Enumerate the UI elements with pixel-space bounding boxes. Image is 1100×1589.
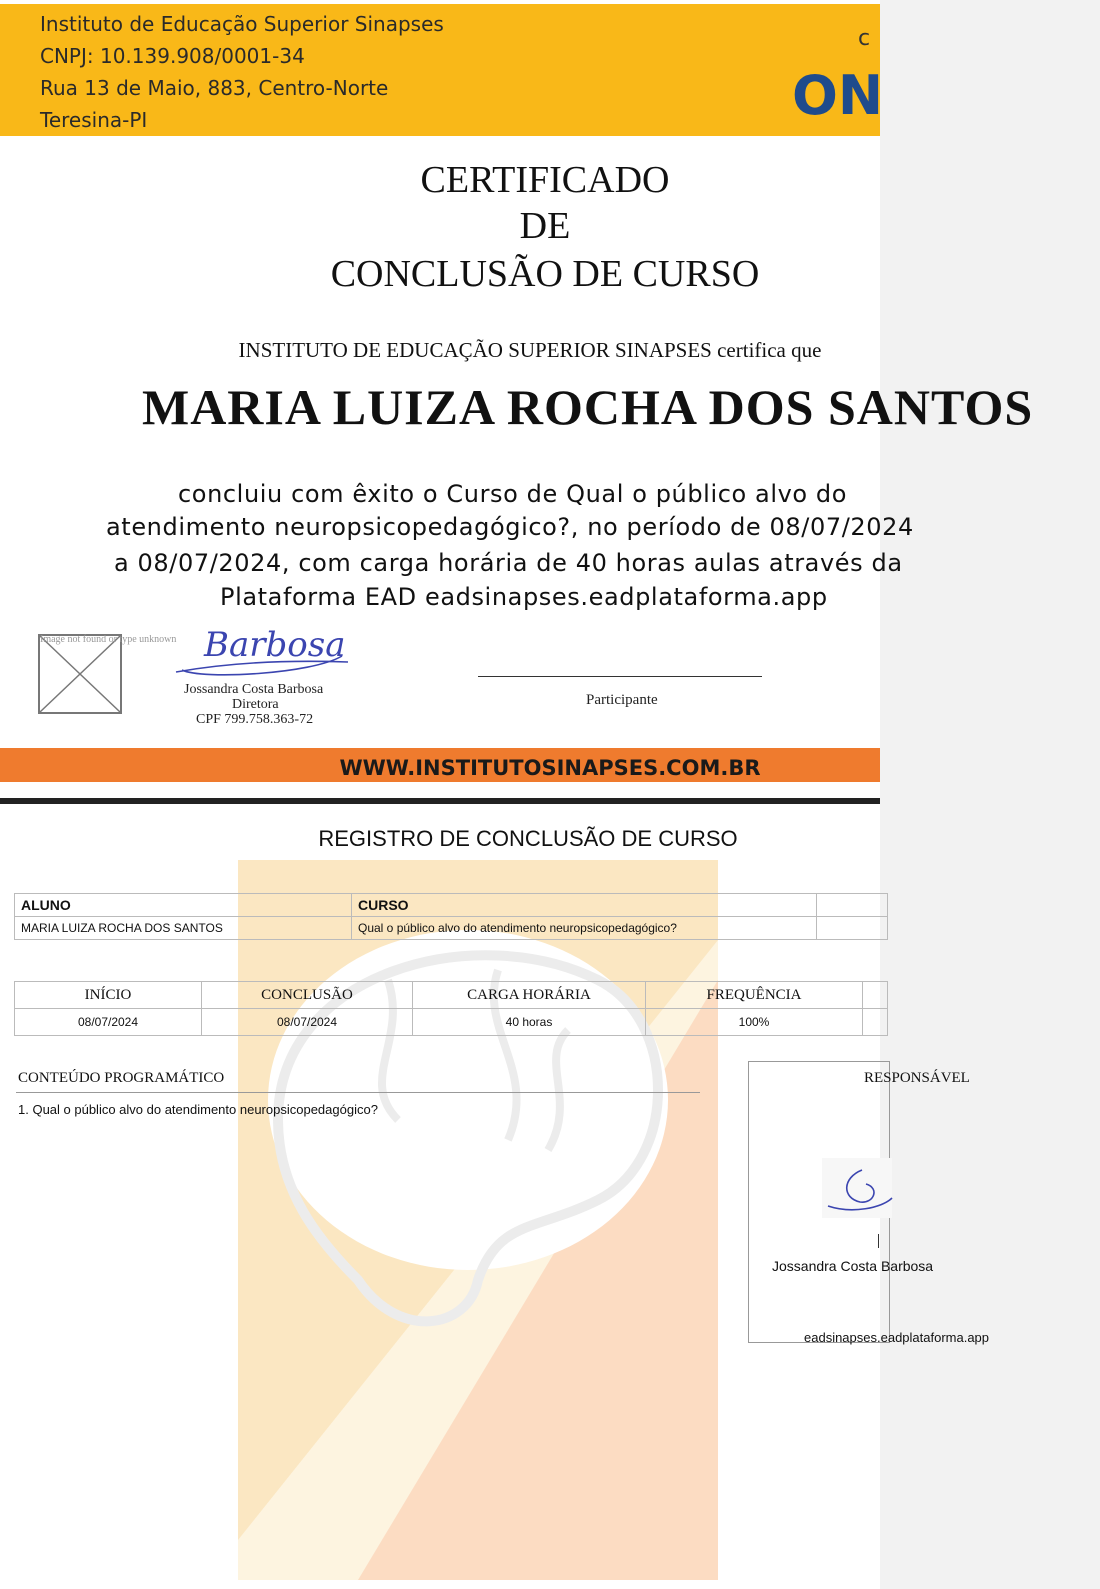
body-line-3: a 08/07/2024, com carga horária de 40 horas aulas através da [114, 549, 903, 577]
student-name: MARIA LUIZA ROCHA DOS SANTOS [142, 379, 1034, 435]
body-line-1: concluiu com êxito o Curso de Qual o público alvo do [178, 480, 848, 508]
responsible-site: eadsinapses.eadplataforma.app [804, 1330, 990, 1345]
certificate-page [0, 0, 1034, 800]
student-course-table [14, 893, 888, 940]
content-title: CONTEÚDO PROGRAMÁTICO [18, 1070, 225, 1086]
student-header: ALUNO [15, 894, 352, 917]
extra-cell [863, 1009, 888, 1036]
table-row [15, 982, 888, 1009]
logo-text: ON [792, 64, 884, 127]
director-signature [172, 612, 352, 682]
footer-url: WWW.INSTITUTOSINAPSES.COM.BR [339, 756, 761, 780]
conclusion-header: CONCLUSÃO [202, 982, 413, 1009]
institution-city: Teresina-PI [40, 108, 148, 132]
signature-script: Barbosa [204, 625, 346, 665]
body-line-4: Plataforma EAD eadsinapses.eadplataforma.app [220, 583, 828, 611]
extra-cell [817, 894, 888, 917]
frequency-value: 100% [646, 1009, 863, 1036]
certificate-title-line3: CONCLUSÃO DE CURSO [330, 253, 760, 295]
registro-title: REGISTRO DE CONCLUSÃO DE CURSO [318, 826, 738, 851]
student-value: MARIA LUIZA ROCHA DOS SANTOS [15, 917, 352, 940]
participant-signature-line [478, 676, 762, 677]
logo-mark: c [858, 26, 871, 51]
course-header: CURSO [352, 894, 817, 917]
institution-cnpj: CNPJ: 10.139.908/0001-34 [40, 44, 305, 68]
responsible-signature [822, 1158, 892, 1218]
course-dates-table [14, 981, 888, 1036]
participant-label: Participante [586, 692, 658, 708]
workload-value: 40 horas [413, 1009, 646, 1036]
course-value: Qual o público alvo do atendimento neuropsicopedagógico? [352, 917, 817, 940]
signatory-role: Diretora [232, 697, 279, 712]
signature-line-mark [878, 1234, 879, 1248]
body-line-2: atendimento neuropsicopedagógico?, no período de 08/07/2024 [106, 513, 914, 541]
content-divider [16, 1092, 700, 1093]
certifies-statement: INSTITUTO DE EDUCAÇÃO SUPERIOR SINAPSES certifica que [238, 338, 822, 362]
conclusion-value: 08/07/2024 [202, 1009, 413, 1036]
image-alt-text: Image not found or type unknown [40, 634, 177, 645]
registro-page [0, 804, 990, 1589]
frequency-header: FREQUÊNCIA [646, 982, 863, 1009]
certificate-header [0, 4, 884, 136]
table-row [15, 917, 888, 940]
broken-image-icon [38, 634, 122, 714]
workload-header: CARGA HORÁRIA [413, 982, 646, 1009]
extra-cell [817, 917, 888, 940]
content-item: 1. Qual o público alvo do atendimento neuropsicopedagógico? [18, 1102, 378, 1117]
table-row [15, 894, 888, 917]
signatory-cpf: CPF 799.758.363-72 [196, 712, 314, 727]
start-value: 08/07/2024 [15, 1009, 202, 1036]
watermark-brain-logo [238, 860, 718, 1580]
responsible-title: RESPONSÁVEL [864, 1070, 970, 1086]
certificate-title-line1: CERTIFICADO [420, 159, 670, 201]
extra-cell [863, 982, 888, 1009]
certificate-title-line2: DE [519, 205, 571, 247]
broken-image-cross-icon [40, 636, 120, 712]
responsible-signatory: Jossandra Costa Barbosa [772, 1258, 934, 1274]
start-header: INÍCIO [15, 982, 202, 1009]
institution-name: Instituto de Educação Superior Sinapses [40, 12, 444, 36]
signatory-name: Jossandra Costa Barbosa [184, 682, 324, 697]
institution-address: Rua 13 de Maio, 883, Centro-Norte [40, 76, 389, 100]
table-row [15, 1009, 888, 1036]
